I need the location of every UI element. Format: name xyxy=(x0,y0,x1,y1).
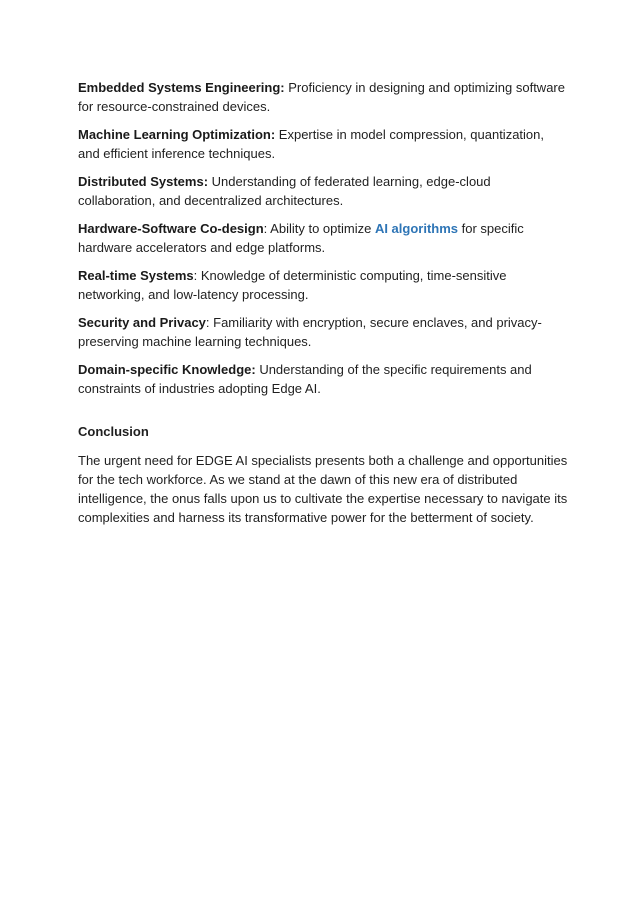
skill-description: Understanding of the specific requirements and constraints of industries adopting Edge AI. xyxy=(78,362,532,396)
skill-term: Security and Privacy xyxy=(78,315,206,330)
skill-item-embedded-systems xyxy=(78,78,568,116)
skill-item-distributed-systems xyxy=(78,172,568,210)
skill-item-hw-sw-codesign xyxy=(78,219,568,257)
skill-term: Domain-specific Knowledge: xyxy=(78,362,256,377)
skill-term: Hardware-Software Co-design xyxy=(78,221,264,236)
skill-term: Real-time Systems xyxy=(78,268,194,283)
skill-description-after-link: for specific hardware accelerators and edge platforms. xyxy=(78,221,524,255)
skill-term: Embedded Systems Engineering: xyxy=(78,80,285,95)
skill-description: Understanding of federated learning, edge-cloud collaboration, and decentralized architectures. xyxy=(78,174,491,208)
skill-item-ml-optimization xyxy=(78,125,568,163)
skill-term: Machine Learning Optimization: xyxy=(78,127,276,142)
document-page xyxy=(78,78,568,527)
skill-description-before-link: : Ability to optimize xyxy=(263,221,375,236)
skill-item-security-privacy xyxy=(78,313,568,351)
skill-description: : Knowledge of deterministic computing, time-sensitive networking, and low-latency processing. xyxy=(78,268,507,302)
skill-term: Distributed Systems: xyxy=(78,174,209,189)
skill-description: : Familiarity with encryption, secure enclaves, and privacy-preserving machine learning techniques. xyxy=(78,315,542,349)
skill-item-real-time-systems xyxy=(78,266,568,304)
conclusion-heading: Conclusion xyxy=(78,424,149,439)
skill-description: Proficiency in designing and optimizing software for resource-constrained devices. xyxy=(78,80,565,114)
skill-description: Expertise in model compression, quantization, and efficient inference techniques. xyxy=(78,127,544,161)
skill-item-domain-knowledge xyxy=(78,360,568,398)
conclusion-paragraph: The urgent need for EDGE AI specialists presents both a challenge and opportunities for the tech workforce. As we stand at the dawn of this new era of distributed intelligence, the onus falls upon us to cultivate the expertise necessary to navigate its complexities and harness its transformative power for the betterment of society. xyxy=(78,453,568,525)
ai-algorithms-link[interactable]: AI algorithms xyxy=(374,221,459,236)
